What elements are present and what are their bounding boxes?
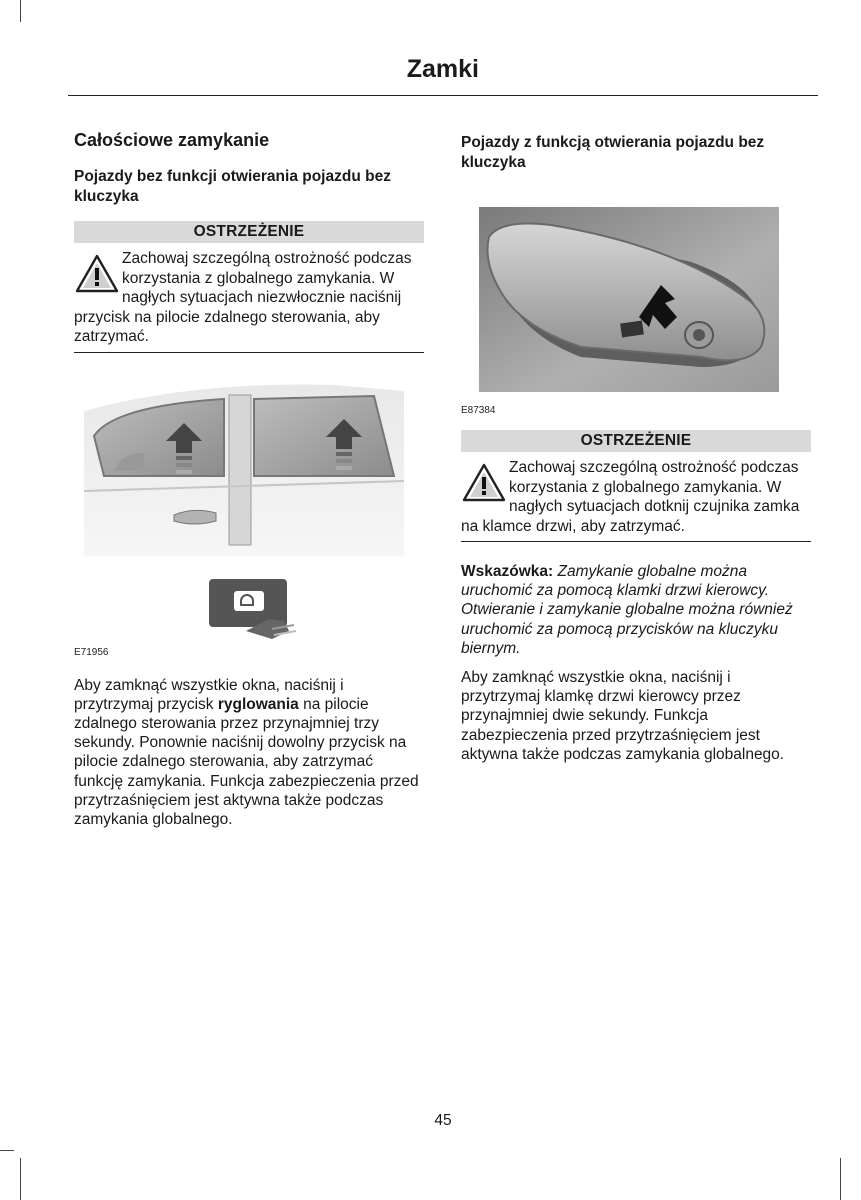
warning-body <box>74 243 424 347</box>
crop-mark-bottom-right <box>840 1158 841 1200</box>
crop-mark-bottom-left-h <box>0 1150 14 1151</box>
left-paragraph-bold: ryglowania <box>217 695 299 713</box>
left-warning <box>74 221 424 353</box>
right-paragraph: Aby zamknąć wszystkie okna, naciśnij i przytrzymaj klamkę drzwi kierowcy przez przynajmniej dwie sekundy. Funkcja zabezpieczenia przed przytrzaśnięciem jest aktywna także podczas zamykania globalnego. <box>461 669 785 763</box>
car-windows-drawing <box>74 381 424 641</box>
page-title: Zamki <box>406 55 479 83</box>
left-subheading: Pojazdy bez funkcji otwierania pojazdu bez kluczyka <box>74 168 391 205</box>
image-code-right: E87384 <box>461 405 496 416</box>
warning-label: OSTRZEŻENIE <box>74 221 424 243</box>
right-warning <box>461 430 811 542</box>
warning-body <box>461 452 811 536</box>
lock-button-icon <box>209 579 296 639</box>
warning-text: Zachowaj szczególną ostrożność podczas korzystania z globalnego zamykania. W nagłych sytuacjach niezwłocznie naciśnij przycisk na pilocie zdalnego sterowania, aby zatrzymać. <box>74 250 412 345</box>
crop-mark-bottom-left-v <box>20 1158 21 1200</box>
warning-triangle-icon <box>461 462 507 504</box>
door-handle-illustration <box>461 207 811 397</box>
door-handle-drawing <box>461 207 781 397</box>
page-number: 45 <box>434 1112 452 1129</box>
right-column <box>461 133 811 774</box>
note-text: Zamykanie globalne można uruchomić za pomocą klamki drzwi kierowcy. Otwieranie i zamykanie globalne można również uruchomić za pomocą przycisków na kluczyku biernym. <box>461 563 793 657</box>
left-paragraph-text-1: Aby zamknąć wszystkie okna, naciśnij i przytrzymaj przycisk <box>74 676 344 713</box>
right-subheading: Pojazdy z funkcją otwierania pojazdu bez kluczyka <box>461 134 765 171</box>
section-heading: Całościowe zamykanie <box>74 130 270 150</box>
warning-label: OSTRZEŻENIE <box>461 430 811 452</box>
warning-text: Zachowaj szczególną ostrożność podczas korzystania z globalnego zamykania. W nagłych sytuacjach dotknij czujnika zamka na klamce drzwi, aby zatrzymać. <box>461 459 800 535</box>
warning-rule <box>461 541 811 542</box>
title-rule <box>68 95 818 96</box>
note-paragraph <box>461 562 811 658</box>
warning-triangle-icon <box>74 253 120 295</box>
note-label: Wskazówka: <box>461 563 554 580</box>
image-code-left: E71956 <box>74 646 109 658</box>
car-windows-illustration <box>74 381 424 641</box>
warning-rule <box>74 352 424 353</box>
left-column <box>74 130 424 839</box>
crop-mark-top-left <box>20 0 21 22</box>
left-paragraph <box>74 676 424 830</box>
left-paragraph-text-2: na pilocie zdalnego sterowania przez przynajmniej trzy sekundy. Ponownie naciśnij dowolny przycisk na pilocie zdalnego sterowania, aby zatrzymać funkcję zamykania. Funkcja zabezpieczenia przed przytrzaśnięciem jest aktywna także podczas zamykania globalnego. <box>74 695 419 828</box>
